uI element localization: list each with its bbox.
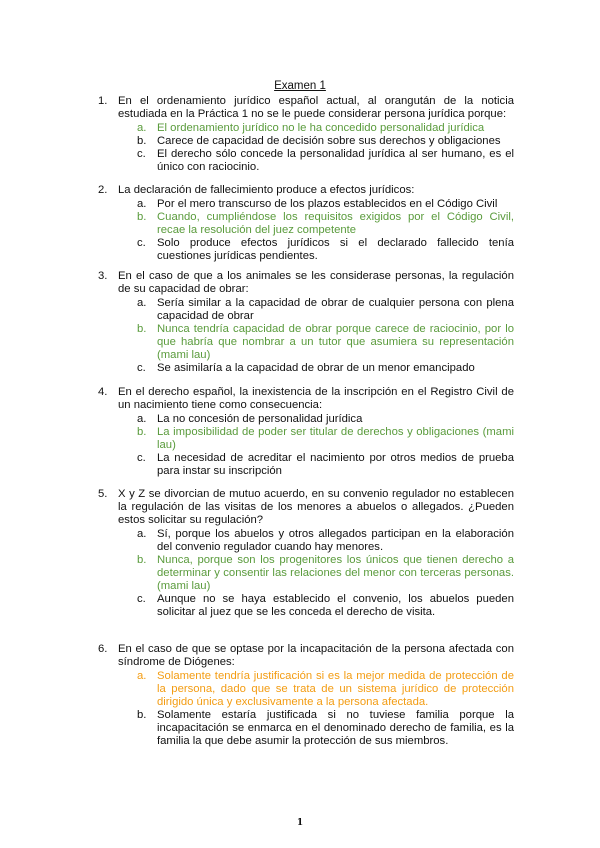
- question-number: 1.: [98, 95, 108, 107]
- question-text: En el caso de que se optase por la incapacitación de la persona afectada con síndrome de Diógenes:: [118, 643, 514, 668]
- option-c: c. El derecho sólo concede la personalidad jurídica al ser humano, es el único con raciocinio.: [137, 148, 514, 173]
- option-b: b. Solamente estaría justificada si no tuviese familia porque la incapacitación se enmarca en el denominado derecho de familia, es la familia la que debe asumir la protección de sus miembros.: [137, 709, 514, 747]
- option-c: c. Se asimilaría a la capacidad de obrar de un menor emancipado: [137, 362, 475, 374]
- question-number: 5.: [98, 488, 108, 500]
- question-number: 2.: [98, 184, 108, 196]
- question-6: [98, 643, 514, 748]
- option-b: b. Nunca, porque son los progenitores los únicos que tienen derecho a determinar y consentir las relaciones del menor con terceras personas. (mami lau): [137, 554, 514, 592]
- option-a: a. El ordenamiento jurídico no le ha concedido personalidad jurídica: [137, 122, 485, 134]
- page-number: 1: [296, 818, 304, 828]
- option-a: a. La no concesión de personalidad jurídica: [137, 413, 363, 425]
- question-number: 6.: [98, 643, 108, 655]
- option-a: a. Por el mero transcurso de los plazos establecidos en el Código Civil: [137, 198, 498, 210]
- option-c: c. Aunque no se haya establecido el convenio, los abuelos pueden solicitar al juez que se les conceda el derecho de visita.: [137, 593, 514, 618]
- question-2: [98, 184, 514, 263]
- option-b: b. Carece de capacidad de decisión sobre sus derechos y obligaciones: [137, 135, 501, 147]
- question-3: [98, 270, 514, 375]
- question-5: [98, 488, 514, 619]
- question-4: [98, 386, 514, 478]
- option-c: c. La necesidad de acreditar el nacimiento por otros medios de prueba para instar su inscripción: [137, 452, 514, 477]
- question-text: X y Z se divorcian de mutuo acuerdo, en su convenio regulador no establecen la regulación de las visitas de los menores a abuelos o allegados. ¿Pueden estos solicitar su regulación?: [118, 488, 514, 526]
- question-text: En el ordenamiento jurídico español actual, al orangután de la noticia estudiada en la Práctica 1 no se le puede considerar persona jurídica porque:: [118, 95, 514, 120]
- option-b: b. Cuando, cumpliéndose los requisitos exigidos por el Código Civil, recae la resolución del juez competente: [137, 211, 514, 236]
- exam-title: Examen 1: [274, 80, 326, 92]
- option-a: a. Sería similar a la capacidad de obrar de cualquier persona con plena capacidad de obrar: [137, 297, 514, 322]
- question-1: [98, 95, 514, 174]
- question-text: En el derecho español, la inexistencia de la inscripción en el Registro Civil de un nacimiento tiene como consecuencia:: [118, 386, 514, 411]
- question-text: En el caso de que a los animales se les considerase personas, la regulación de su capacidad de obrar:: [118, 270, 514, 295]
- question-number: 3.: [98, 270, 108, 282]
- option-c: c. Solo produce efectos jurídicos si el declarado fallecido tenía cuestiones jurídicas pendientes.: [137, 237, 514, 262]
- option-b: b. Nunca tendría capacidad de obrar porque carece de raciocinio, por lo que habría que nombrar a un tutor que asumiera su representación (mami lau): [137, 323, 514, 361]
- question-number: 4.: [98, 386, 108, 398]
- option-b: b. La imposibilidad de poder ser titular de derechos y obligaciones (mami lau): [137, 426, 514, 451]
- question-text: La declaración de fallecimiento produce a efectos jurídicos:: [118, 184, 415, 196]
- option-a: a. Solamente tendría justificación si es la mejor medida de protección de la persona, dado que se trata de un sistema jurídico de protección dirigido única y exclusivamente a la persona afectada.: [137, 670, 514, 708]
- option-a: a. Sí, porque los abuelos y otros allegados participan en la elaboración del convenio regulador cuando hay menores.: [137, 528, 514, 553]
